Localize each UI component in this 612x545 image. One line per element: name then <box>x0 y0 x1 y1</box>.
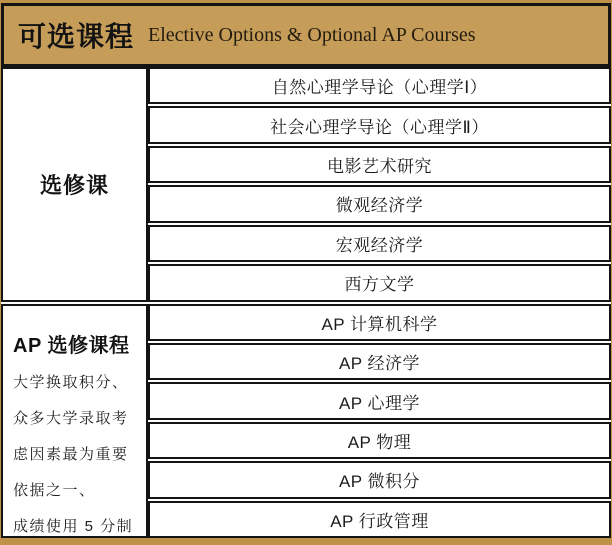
course-row-ap-psychology: AP 心理学 <box>148 382 611 419</box>
course-table <box>1 67 611 538</box>
course-row-ap-physics: AP 物理 <box>148 422 611 459</box>
course-row-western-literature: 西方文学 <box>148 264 611 301</box>
ap-description-line-5: 成绩使用 5 分制 <box>13 517 134 535</box>
course-row-ap-economics: AP 经济学 <box>148 343 611 380</box>
course-row-ap-calculus: AP 微积分 <box>148 461 611 498</box>
course-row-ap-administration: AP 行政管理 <box>148 501 611 538</box>
ap-description-line-1: 大学换取积分、 <box>13 373 129 391</box>
elective-group <box>1 67 611 302</box>
ap-group <box>1 304 611 539</box>
course-row-psychology-1: 自然心理学导论（心理学Ⅰ） <box>148 67 611 104</box>
course-row-film-art: 电影艺术研究 <box>148 146 611 183</box>
course-row-microeconomics: 微观经济学 <box>148 185 611 222</box>
header-title-english: Elective Options & Optional AP Courses <box>148 23 476 46</box>
course-row-psychology-2: 社会心理学导论（心理学Ⅱ） <box>148 106 611 143</box>
course-row-ap-computer-science: AP 计算机科学 <box>148 304 611 341</box>
ap-description-line-3: 虑因素最为重要 <box>13 445 129 463</box>
course-row-macroeconomics: 宏观经济学 <box>148 225 611 262</box>
header-title-chinese: 可选课程 <box>18 21 135 52</box>
ap-group-label: AP 选修课程 <box>13 334 130 357</box>
ap-description-line-2: 众多大学录取考 <box>13 409 129 427</box>
elective-group-label: 选修课 <box>39 172 109 198</box>
ap-group-header-cell <box>1 304 148 539</box>
ap-description-line-4: 依据之一、 <box>13 481 96 499</box>
table-header-band <box>1 3 611 67</box>
elective-group-header-cell <box>1 67 148 302</box>
